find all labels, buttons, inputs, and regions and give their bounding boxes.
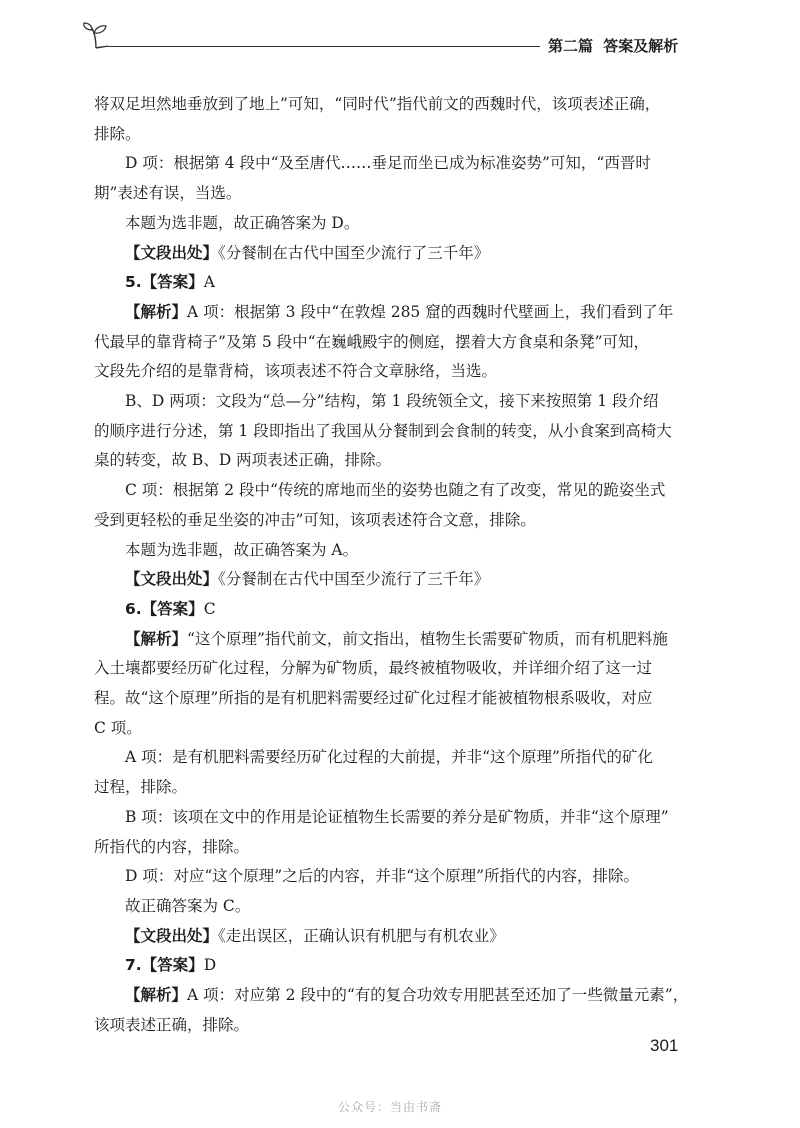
text-line bbox=[94, 981, 694, 1011]
text-span: 受到更轻松的垂足坐姿的冲击”可知，该项表述符合文意，排除。 bbox=[94, 510, 536, 529]
text-span: 程。故“这个原理”所指的是有机肥料需要经过矿化过程才能被植物根系吸收，对应 bbox=[94, 689, 653, 708]
text-line bbox=[94, 90, 694, 120]
bold-label: 5.【答案】 bbox=[125, 273, 204, 292]
text-line bbox=[94, 1011, 694, 1041]
bold-label: 【解析】 bbox=[125, 302, 188, 321]
text-line bbox=[94, 446, 694, 476]
page-header bbox=[0, 0, 800, 60]
text-span: 《走出误区，正确认识有机肥与有机农业》 bbox=[218, 926, 505, 945]
header-title: 第二篇 答案及解析 bbox=[548, 37, 679, 55]
text-span: 入土壤都要经历矿化过程，分解为矿物质，最终被植物吸收，并详细介绍了这一过 bbox=[94, 659, 653, 678]
text-span: 过程，排除。 bbox=[94, 778, 188, 797]
text-line bbox=[94, 922, 694, 952]
text-span: 排除。 bbox=[94, 124, 141, 143]
text-span: A 项：对应第 2 段中的“有的复合功效专用肥甚至还加了一些微量元素”， bbox=[187, 986, 689, 1005]
text-line bbox=[94, 239, 694, 269]
text-line bbox=[94, 387, 694, 417]
text-line bbox=[94, 684, 694, 714]
page-number: 301 bbox=[650, 1036, 679, 1055]
text-line bbox=[94, 268, 694, 298]
header-rule bbox=[108, 46, 540, 47]
text-line bbox=[94, 179, 694, 209]
text-line bbox=[94, 357, 694, 387]
text-span: C 项：根据第 2 段中“传统的席地而坐的姿势也随之有了改变，常见的跪姿坐式 bbox=[125, 481, 666, 500]
text-span: C 项。 bbox=[94, 718, 142, 737]
text-span: 代最早的靠背椅子”及第 5 段中“在巍峨殿宇的侧庭，摆着大方食桌和条凳”可知， bbox=[94, 332, 649, 351]
text-line bbox=[94, 833, 694, 863]
text-span: 本题为选非题，故正确答案为 A。 bbox=[125, 540, 359, 559]
text-span: 本题为选非题，故正确答案为 D。 bbox=[125, 213, 360, 232]
text-span: A bbox=[203, 273, 215, 292]
text-line bbox=[94, 476, 694, 506]
bold-label: 7.【答案】 bbox=[125, 956, 204, 975]
text-line bbox=[94, 595, 694, 625]
text-span: 期”表述有误，当选。 bbox=[94, 184, 242, 203]
text-line bbox=[94, 417, 694, 447]
text-line bbox=[94, 536, 694, 566]
answer-explanation-text bbox=[94, 90, 694, 1041]
text-span: 的顺序进行分述，第 1 段即指出了我国从分餐制到会食制的转变，从小食案到高椅大 bbox=[94, 421, 672, 440]
text-span: 桌的转变，故 B、D 两项表述正确，排除。 bbox=[94, 451, 392, 470]
text-span: 《分餐制在古代中国至少流行了三千年》 bbox=[218, 243, 490, 262]
text-span: D 项：根据第 4 段中“及至唐代……垂足而坐已成为标准姿势”可知，“西晋时 bbox=[125, 154, 651, 173]
text-line bbox=[94, 120, 694, 150]
text-line bbox=[94, 743, 694, 773]
bold-label: 【文段出处】 bbox=[125, 926, 219, 945]
text-line bbox=[94, 862, 694, 892]
text-span: 故正确答案为 C。 bbox=[125, 896, 251, 915]
text-line bbox=[94, 625, 694, 655]
text-span: A 项：根据第 3 段中“在敦煌 285 窟的西魏时代壁画上，我们看到了年 bbox=[187, 302, 674, 321]
text-line bbox=[94, 328, 694, 358]
text-span: B、D 两项：文段为“总—分”结构，第 1 段统领全文，接下来按照第 1 段介绍 bbox=[125, 392, 659, 411]
text-line bbox=[94, 892, 694, 922]
bold-label: 6.【答案】 bbox=[125, 599, 204, 618]
text-line bbox=[94, 149, 694, 179]
text-line bbox=[94, 773, 694, 803]
text-line bbox=[94, 565, 694, 595]
text-line bbox=[94, 951, 694, 981]
text-line bbox=[94, 209, 694, 239]
text-span: C bbox=[203, 599, 216, 618]
text-span: D 项：对应“这个原理”之后的内容，并非“这个原理”所指代的内容，排除。 bbox=[125, 867, 640, 886]
text-span: D bbox=[203, 956, 217, 975]
text-span: 该项表述正确，排除。 bbox=[94, 1015, 250, 1034]
text-span: 《分餐制在古代中国至少流行了三千年》 bbox=[218, 570, 490, 589]
watermark: 公众号：当由书斋 bbox=[338, 1100, 443, 1114]
bold-label: 【文段出处】 bbox=[125, 570, 219, 589]
text-span: 将双足坦然地垂放到了地上”可知，“同时代”指代前文的西魏时代，该项表述正确， bbox=[94, 95, 661, 113]
text-span: “这个原理”指代前文，前文指出，植物生长需要矿物质，而有机肥料施 bbox=[187, 629, 668, 648]
text-line bbox=[94, 298, 694, 328]
bold-label: 【解析】 bbox=[125, 629, 188, 648]
text-line bbox=[94, 714, 694, 744]
bold-label: 【解析】 bbox=[125, 986, 188, 1005]
text-span: 所指代的内容，排除。 bbox=[94, 837, 250, 856]
text-span: 文段先介绍的是靠背椅，该项表述不符合文章脉络，当选。 bbox=[94, 362, 498, 381]
text-line bbox=[94, 803, 694, 833]
text-span: A 项：是有机肥料需要经历矿化过程的大前提，并非“这个原理”所指代的矿化 bbox=[125, 748, 653, 767]
text-line bbox=[94, 654, 694, 684]
text-span: B 项：该项在文中的作用是论证植物生长需要的养分是矿物质，并非“这个原理” bbox=[125, 807, 669, 826]
bold-label: 【文段出处】 bbox=[125, 243, 219, 262]
text-line bbox=[94, 506, 694, 536]
